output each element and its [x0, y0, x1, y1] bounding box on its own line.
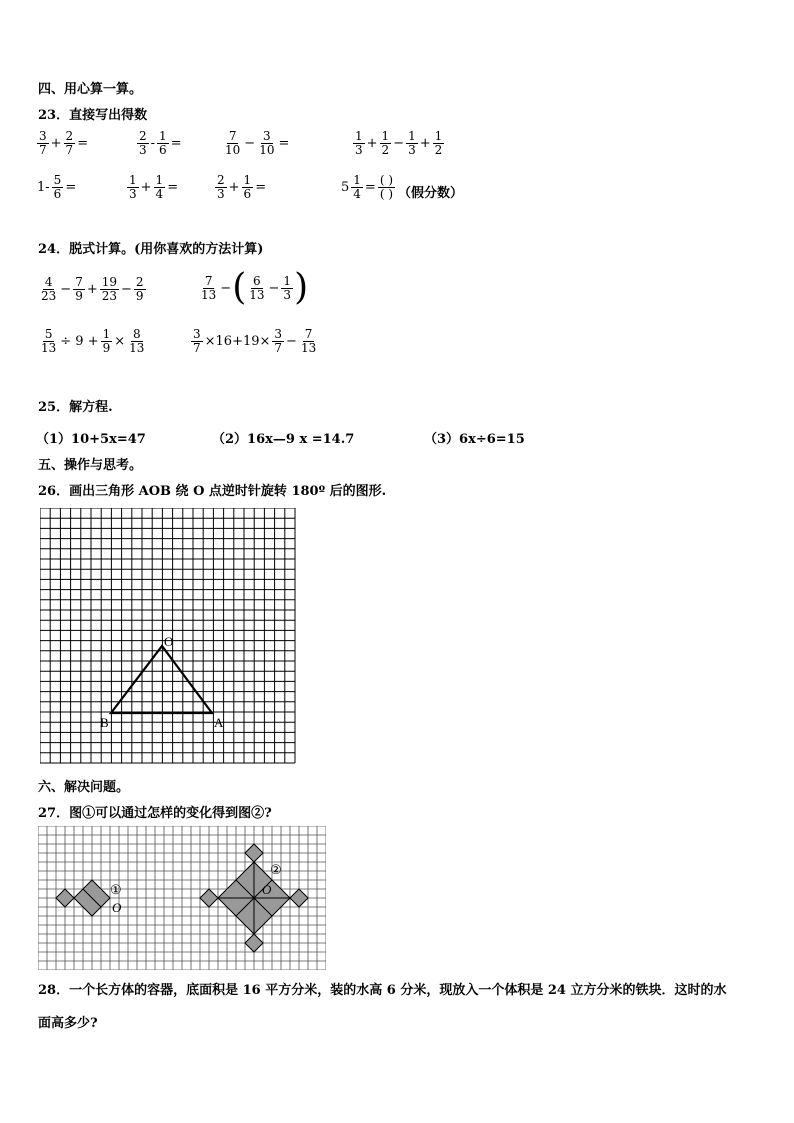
q25-eq-2: （2）16x—9 x =14.7 [212, 432, 355, 447]
operator: − [121, 282, 132, 297]
operator: ×16+19× [204, 334, 271, 349]
section-4-heading: 四、用心算一算。 [38, 82, 143, 97]
operator: + [86, 282, 98, 297]
operator: − [393, 136, 405, 151]
fraction: $\frac{1}{2}$ [381, 129, 390, 157]
q26-title: 26．画出三角形 AOB 绕 O 点逆时针旋转 180º 后的图形. [38, 484, 387, 499]
operator: - [150, 136, 156, 151]
operator: 5 [341, 180, 350, 195]
operator: + [366, 136, 378, 151]
operator: ) [294, 267, 309, 308]
fraction: $\frac{1}{4}$ [155, 173, 164, 201]
fraction: $\frac{6}{13}$ [249, 273, 265, 302]
q24-expr-1 [38, 276, 147, 303]
q23-item-4 [352, 130, 445, 157]
operator: = [167, 180, 179, 195]
operator: + [419, 136, 431, 151]
fraction: $\frac{3}{7}$ [274, 327, 283, 355]
fraction: $\frac{1}{4}$ [353, 173, 361, 201]
q27-grid-figure [38, 826, 326, 970]
q24-title: 24．脱式计算。(用你喜欢的方法计算) [38, 242, 264, 257]
label-a: A [214, 715, 224, 730]
q26-grid-figure [40, 508, 296, 764]
fraction: $\frac{8}{13}$ [129, 327, 145, 355]
label-o: O [164, 634, 174, 649]
q24-expr-2 [198, 267, 309, 308]
fraction: $\frac{( )}{( )}$ [379, 173, 394, 201]
fraction: $\frac{3}{10}$ [259, 129, 275, 157]
q23-item-8 [340, 174, 396, 201]
fraction: $\frac{1}{3}$ [408, 129, 416, 157]
q25-eq-1: （1）10+5x=47 [36, 432, 146, 447]
q28-line-2: 面高多少? [38, 1016, 98, 1031]
figure-1-o: O [112, 900, 122, 915]
operator: = [170, 136, 182, 151]
fraction: $\frac{1}{9}$ [102, 327, 111, 355]
q27-title: 27．图①可以通过怎样的变化得到图②? [38, 806, 272, 821]
operator: = [278, 136, 290, 151]
fraction: $\frac{19}{23}$ [101, 275, 118, 303]
operator: ÷ 9 + [60, 334, 99, 349]
fraction: $\frac{2}{7}$ [65, 129, 74, 157]
q28-line-1: 28．一个长方体的容器，底面积是 16 平方分米，装的水高 6 分米，现放入一个体积是 24 立方分米的铁块．这时的水 [38, 983, 727, 998]
q23-item-7 [214, 174, 267, 201]
fraction: $\frac{7}{13}$ [300, 327, 317, 355]
fraction: $\frac{1}{3}$ [129, 173, 137, 201]
operator: = [65, 180, 77, 195]
fraction: $\frac{7}{9}$ [75, 275, 83, 303]
operator: − [60, 282, 72, 297]
operator: − [220, 280, 232, 296]
fraction: $\frac{2}{3}$ [139, 129, 147, 157]
fraction: $\frac{3}{7}$ [39, 129, 47, 157]
operator: + [140, 180, 152, 195]
label-b: B [100, 715, 109, 730]
operator: × [114, 334, 126, 349]
operator: = [364, 180, 376, 195]
fraction: $\frac{1}{3}$ [283, 273, 292, 302]
q23-item-1 [36, 130, 89, 157]
fraction: $\frac{1}{3}$ [355, 129, 363, 157]
figure-1-label: ① [110, 882, 122, 897]
fraction: $\frac{1}{2}$ [434, 129, 443, 157]
q23-item-2 [136, 130, 183, 157]
fraction: $\frac{5}{13}$ [41, 327, 57, 355]
q25-title: 25．解方程. [38, 400, 113, 415]
q23-note: （假分数） [398, 186, 464, 201]
operator: − [244, 136, 256, 151]
q23-title: 23．直接写出得数 [38, 108, 148, 123]
operator: + [228, 180, 240, 195]
figure-2-o: O [262, 882, 272, 897]
section-5-heading: 五、操作与思考。 [38, 458, 143, 473]
operator: = [255, 180, 267, 195]
fraction: $\frac{2}{9}$ [135, 275, 144, 303]
operator: − [286, 334, 297, 349]
fraction: $\frac{1}{6}$ [159, 129, 167, 157]
q25-eq-3: （3）6x÷6=15 [424, 432, 525, 447]
fraction: $\frac{7}{13}$ [201, 273, 217, 302]
operator: = [77, 136, 89, 151]
fraction: $\frac{3}{7}$ [193, 327, 201, 355]
operator: − [268, 280, 280, 296]
q23-item-6 [126, 174, 179, 201]
fraction: $\frac{5}{6}$ [53, 173, 62, 201]
operator: + [50, 136, 62, 151]
fraction: $\frac{7}{10}$ [225, 129, 241, 157]
triangle-aob [111, 646, 212, 713]
q24-expr-4 [190, 328, 319, 355]
figure-2-label: ② [270, 862, 282, 877]
section-6-heading: 六、解决问题。 [38, 780, 130, 795]
figure-2-shape [200, 844, 308, 952]
fraction: $\frac{1}{6}$ [243, 173, 252, 201]
operator: 1- [37, 180, 50, 195]
fraction: $\frac{2}{3}$ [217, 173, 225, 201]
q24-expr-3 [38, 328, 147, 355]
q23-item-3 [222, 130, 290, 157]
operator: ( [232, 267, 247, 308]
fraction: $\frac{4}{23}$ [41, 275, 57, 303]
q23-item-5 [36, 174, 77, 201]
